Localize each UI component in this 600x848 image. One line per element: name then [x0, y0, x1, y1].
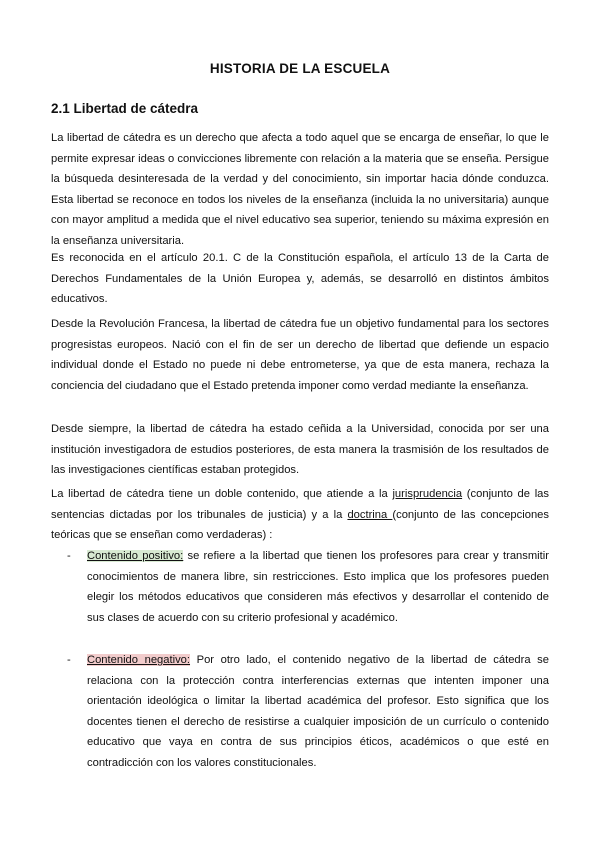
paragraph-5-part-3: (conjunto de las concepciones teóricas que se enseñan como verdaderas) : [51, 508, 549, 541]
term-doctrina: doctrina [347, 508, 393, 521]
paragraph-5-part-2: (conjunto de las sentencias dictadas por los tribunales de justicia) y a la [51, 488, 549, 521]
list-bullet: - [67, 654, 71, 666]
paragraph-5-part-1: La libertad de cátedra tiene un doble contenido, que atiende a la [51, 488, 393, 500]
paragraph-4: Desde siempre, la libertad de cátedra ha estado ceñida a la Universidad, conocida por ser una institución investigadora de estudios posteriores, de esta manera la trasmisión de los resultados de las investigaciones científicas estaban protegidos. [51, 423, 549, 476]
paragraph-5 [51, 484, 549, 546]
list-item-text: se refiere a la libertad que tienen los profesores para crear y transmitir conocimientos de manera libre, sin restricciones. Esto implica que los profesores pueden elegir los métodos educativos que consideren más efectivos y desarrollar el contenido de sus clases de acuerdo con su criterio profesional y académico. [87, 550, 549, 624]
paragraph-3: Desde la Revolución Francesa, la libertad de cátedra fue un objetivo fundamental para los sectores progresistas europeos. Nació con el fin de ser un derecho de libertad que defiende un espacio individual donde el Estado no puede ni debe entrometerse, ya que de esta manera, rechaza la conciencia del ciudadano que el Estado pretenda imponer como verdad mediante la enseñanza. [51, 318, 549, 392]
document-title: HISTORIA DE LA ESCUELA [209, 61, 391, 76]
list-item-negative [87, 650, 549, 773]
list-bullet: - [67, 550, 71, 562]
list-item-positive [87, 546, 549, 628]
section-heading: 2.1 Libertad de cátedra [51, 101, 199, 116]
term-jurisprudencia: jurisprudencia [392, 488, 463, 500]
label-contenido-negativo: Contenido negativo: [87, 654, 191, 666]
paragraph-2: Es reconocida en el artículo 20.1. C de la Constitución española, el artículo 13 de la Carta de Derechos Fundamentales de la Unión Europea y, además, se desarrolló en distintos ámbitos educativos. [51, 252, 549, 305]
list-item-text: Por otro lado, el contenido negativo de la libertad de cátedra se relaciona con la protección contra interferencias externas que intenten imponer una orientación ideológica o limitar la libertad académica del profesor. Esto significa que los docentes tienen el derecho de resistirse a cualquier imposición de un currículo o contenido educativo que vaya en contra de sus principios éticos, académicos o que esté en contradicción con los valores constitucionales. [87, 654, 549, 769]
paragraph-1: La libertad de cátedra es un derecho que afecta a todo aquel que se encarga de enseñar, lo que le permite expresar ideas o convicciones libremente con relación a la materia que se enseña. Persigue la búsqueda desinteresada de la verdad y del conocimiento, sin importar hacia dónde conduzca. Esta libertad se reconoce en todos los niveles de la enseñanza (incluida la no universitaria) aunque con mayor amplitud a medida que el nivel educativo sea superior, teniendo su máxima expresión en la enseñanza universitaria. [51, 132, 549, 247]
label-contenido-positivo: Contenido positivo: [87, 550, 184, 562]
